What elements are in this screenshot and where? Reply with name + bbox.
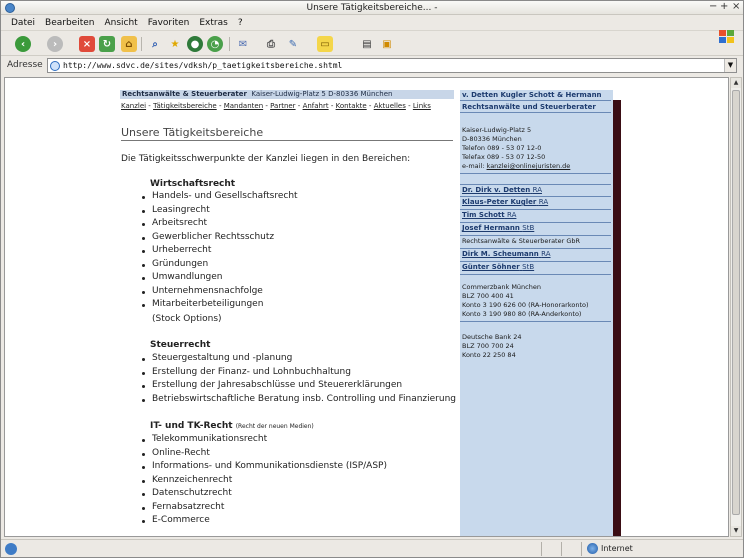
web-page [120,90,626,537]
section-list [142,352,456,406]
list-item: Unternehmensnachfolge [142,285,298,299]
sidebar-divider [460,274,611,275]
list-item: Betriebswirtschaftliche Beratung insb. Controlling und Finanzierung [142,393,456,407]
maximize-button[interactable]: + [720,1,729,12]
status-separator [561,542,562,556]
scroll-up-icon[interactable]: ▲ [731,78,741,88]
partner-link[interactable] [462,224,534,232]
partner-link[interactable] [462,186,542,194]
partner-link[interactable] [462,198,548,206]
page-status-icon [5,543,17,555]
partner-link[interactable] [462,211,516,219]
home-icon[interactable]: ⌂ [121,36,137,52]
contact-sidebar [460,90,613,537]
close-button[interactable]: × [732,1,741,12]
site-nav: Kanzlei - Tätigkeitsbereiche - Mandanten - Partner - Anfahrt - Kontakte - Aktuelles - Links [121,102,431,110]
list-item: Gründungen [142,258,298,272]
status-separator [541,542,542,556]
email-link[interactable]: kanzlei@onlinejuristen.de [486,162,571,170]
section-title [150,421,314,431]
sidebar-contact [462,126,570,171]
media-icon[interactable]: ● [187,36,203,52]
partner-title: StB [522,263,535,271]
menu-extras[interactable]: Extras [199,18,228,28]
list-item: Online-Recht [142,447,387,461]
title-divider [121,140,453,141]
page-icon [50,61,60,71]
intro-text: Die Tätigkeitsschwerpunkte der Kanzlei liegen in den Bereichen: [121,154,411,164]
stop-icon[interactable]: × [79,36,95,52]
address-label: Adresse [7,60,43,70]
list-item: Mitarbeiterbeteiligungen [142,298,298,312]
list-item: Informations- und Kommunikationsdienste (ISP/ASP) [142,460,387,474]
sidebar-subtitle: Rechtsanwälte und Steuerberater [462,103,596,111]
scrollbar-thumb[interactable] [732,90,740,515]
page-title: Unsere Tätigkeitsbereiche [121,126,264,139]
contact-line: Telefon 089 - 53 07 12-0 [462,144,542,152]
bank-line: BLZ 700 400 41 [462,292,514,300]
minimize-button[interactable]: − [709,1,718,12]
sidebar-divider [460,173,611,174]
discuss-icon[interactable]: ▭ [317,36,333,52]
search-icon[interactable]: ⌕ [152,38,158,50]
nav-mandanten[interactable]: Mandanten [223,102,264,110]
sidebar-divider [460,235,611,236]
nav-kontakte[interactable]: Kontakte [335,102,367,110]
bank-line: Konto 3 190 980 80 (RA-Anderkonto) [462,310,582,318]
menu-ansicht[interactable]: Ansicht [104,18,138,28]
mail-icon[interactable]: ✉ [238,38,248,50]
contact-line: Telefax 089 - 53 07 12-50 [462,153,546,161]
nav-links[interactable]: Links [412,102,431,110]
favorites-star-icon[interactable]: ★ [170,38,180,50]
header-firm: Rechtsanwälte & Steuerberater [122,90,247,98]
menu-bar [1,15,743,31]
status-bar [1,539,743,558]
sidebar-divider [460,209,611,210]
list-item-continued: (Stock Options) [152,314,222,324]
menu-datei[interactable]: Datei [11,18,36,28]
partner-name: Klaus-Peter Kugler [462,198,537,206]
list-item: Erstellung der Jahresabschlüsse und Steuererklärungen [142,379,456,393]
scroll-down-icon[interactable]: ▼ [731,526,741,536]
email-label: e-mail: [462,162,485,170]
print-icon[interactable]: ⎙ [267,38,275,50]
refresh-icon[interactable]: ↻ [99,36,115,52]
list-item: Steuergestaltung und -planung [142,352,456,366]
section-list [142,190,298,312]
sidebar-divider [460,261,611,262]
partner-name: Tim Schott [462,211,505,219]
partner-title: RA [507,211,517,219]
research-icon[interactable]: ▣ [382,38,392,50]
gbr-note: Rechtsanwälte & Steuerberater GbR [462,237,581,245]
partner-name: Günter Söhner [462,263,520,271]
nav-kanzlei[interactable]: Kanzlei [121,102,147,110]
sidebar-divider [460,222,611,223]
list-item: Handels- und Gesellschaftsrecht [142,190,298,204]
page-viewport [4,77,729,537]
menu-help[interactable]: ? [237,18,243,28]
email-line [462,162,570,171]
list-item: Gewerblicher Rechtsschutz [142,231,298,245]
menu-favoriten[interactable]: Favoriten [147,18,190,28]
window-title: Unsere Tätigkeitsbereiche... - [306,3,438,13]
list-item: Kennzeichenrecht [142,474,387,488]
partner-title: RA [532,186,542,194]
sidebar-accent-bar [613,100,621,537]
nav-anfahrt[interactable]: Anfahrt [302,102,329,110]
nav-taetigkeitsbereiche[interactable]: Tätigkeitsbereiche [153,102,217,110]
list-item: Arbeitsrecht [142,217,298,231]
partner-name: Dirk M. Scheumann [462,250,539,258]
partner-title: RA [541,250,551,258]
sidebar-divider [460,248,611,249]
nav-aktuelles[interactable]: Aktuelles [373,102,406,110]
list-item: Erstellung der Finanz- und Lohnbuchhaltung [142,366,456,380]
sidebar-divider [460,112,611,113]
list-item: Telekommunikationsrecht [142,433,387,447]
list-item: Datenschutzrecht [142,487,387,501]
section-list [142,433,387,528]
menu-bearbeiten[interactable]: Bearbeiten [45,18,95,28]
list-item: Fernabsatzrecht [142,501,387,515]
history-icon[interactable]: ◔ [207,36,223,52]
edit-icon[interactable]: ✎ [288,38,298,50]
section-title: Steuerrecht [150,340,211,350]
bank-details [462,283,589,319]
vertical-scrollbar[interactable] [730,77,742,537]
messenger-icon[interactable]: ▤ [362,38,372,50]
bank-line: BLZ 700 700 24 [462,342,514,350]
toolbar [1,32,743,56]
partner-link[interactable] [462,250,551,258]
address-bar [1,57,743,75]
sidebar-divider [460,184,611,185]
title-bar [1,1,743,15]
nav-partner[interactable]: Partner [270,102,296,110]
internet-zone-icon [587,543,598,554]
bank-details [462,333,521,360]
address-input[interactable] [47,58,737,73]
list-item: Urheberrecht [142,244,298,258]
partner-name: Josef Hermann [462,224,520,232]
list-item: E-Commerce [142,514,387,528]
sidebar-divider [460,196,611,197]
address-dropdown-icon[interactable]: ▼ [724,59,736,72]
forward-icon[interactable]: › [47,36,63,52]
section-title: Wirtschaftsrecht [150,179,236,189]
section-title-text: IT- und TK-Recht [150,421,233,431]
list-item: Umwandlungen [142,271,298,285]
list-item: Leasingrecht [142,204,298,218]
bank-line: Deutsche Bank 24 [462,333,522,341]
status-separator [581,542,582,556]
bank-line: Konto 3 190 626 00 (RA-Honorarkonto) [462,301,589,309]
partner-link[interactable] [462,263,534,271]
toolbar-separator [229,37,230,51]
bank-line: Konto 22 250 84 [462,351,516,359]
header-strip [120,90,454,99]
partner-title: RA [538,198,549,206]
sidebar-divider [460,321,611,322]
back-icon[interactable]: ‹ [15,36,31,52]
partner-title: StB [522,224,535,232]
sidebar-firm: v. Detten Kugler Schott & Hermann [462,91,602,99]
partner-name: Dr. Dirk v. Detten [462,186,531,194]
header-address: Kaiser-Ludwig-Platz 5 D-80336 München [251,90,393,98]
bank-line: Commerzbank München [462,283,541,291]
address-url[interactable]: http://www.sdvc.de/sites/vdksh/p_taetigkeitsbereiche.shtml [63,61,343,70]
contact-line: Kaiser-Ludwig-Platz 5 [462,126,532,134]
toolbar-separator [141,37,142,51]
contact-line: D-80336 München [462,135,522,143]
security-zone: Internet [601,544,633,553]
sidebar-divider [460,100,611,101]
section-note: (Recht der neuen Medien) [235,423,314,430]
